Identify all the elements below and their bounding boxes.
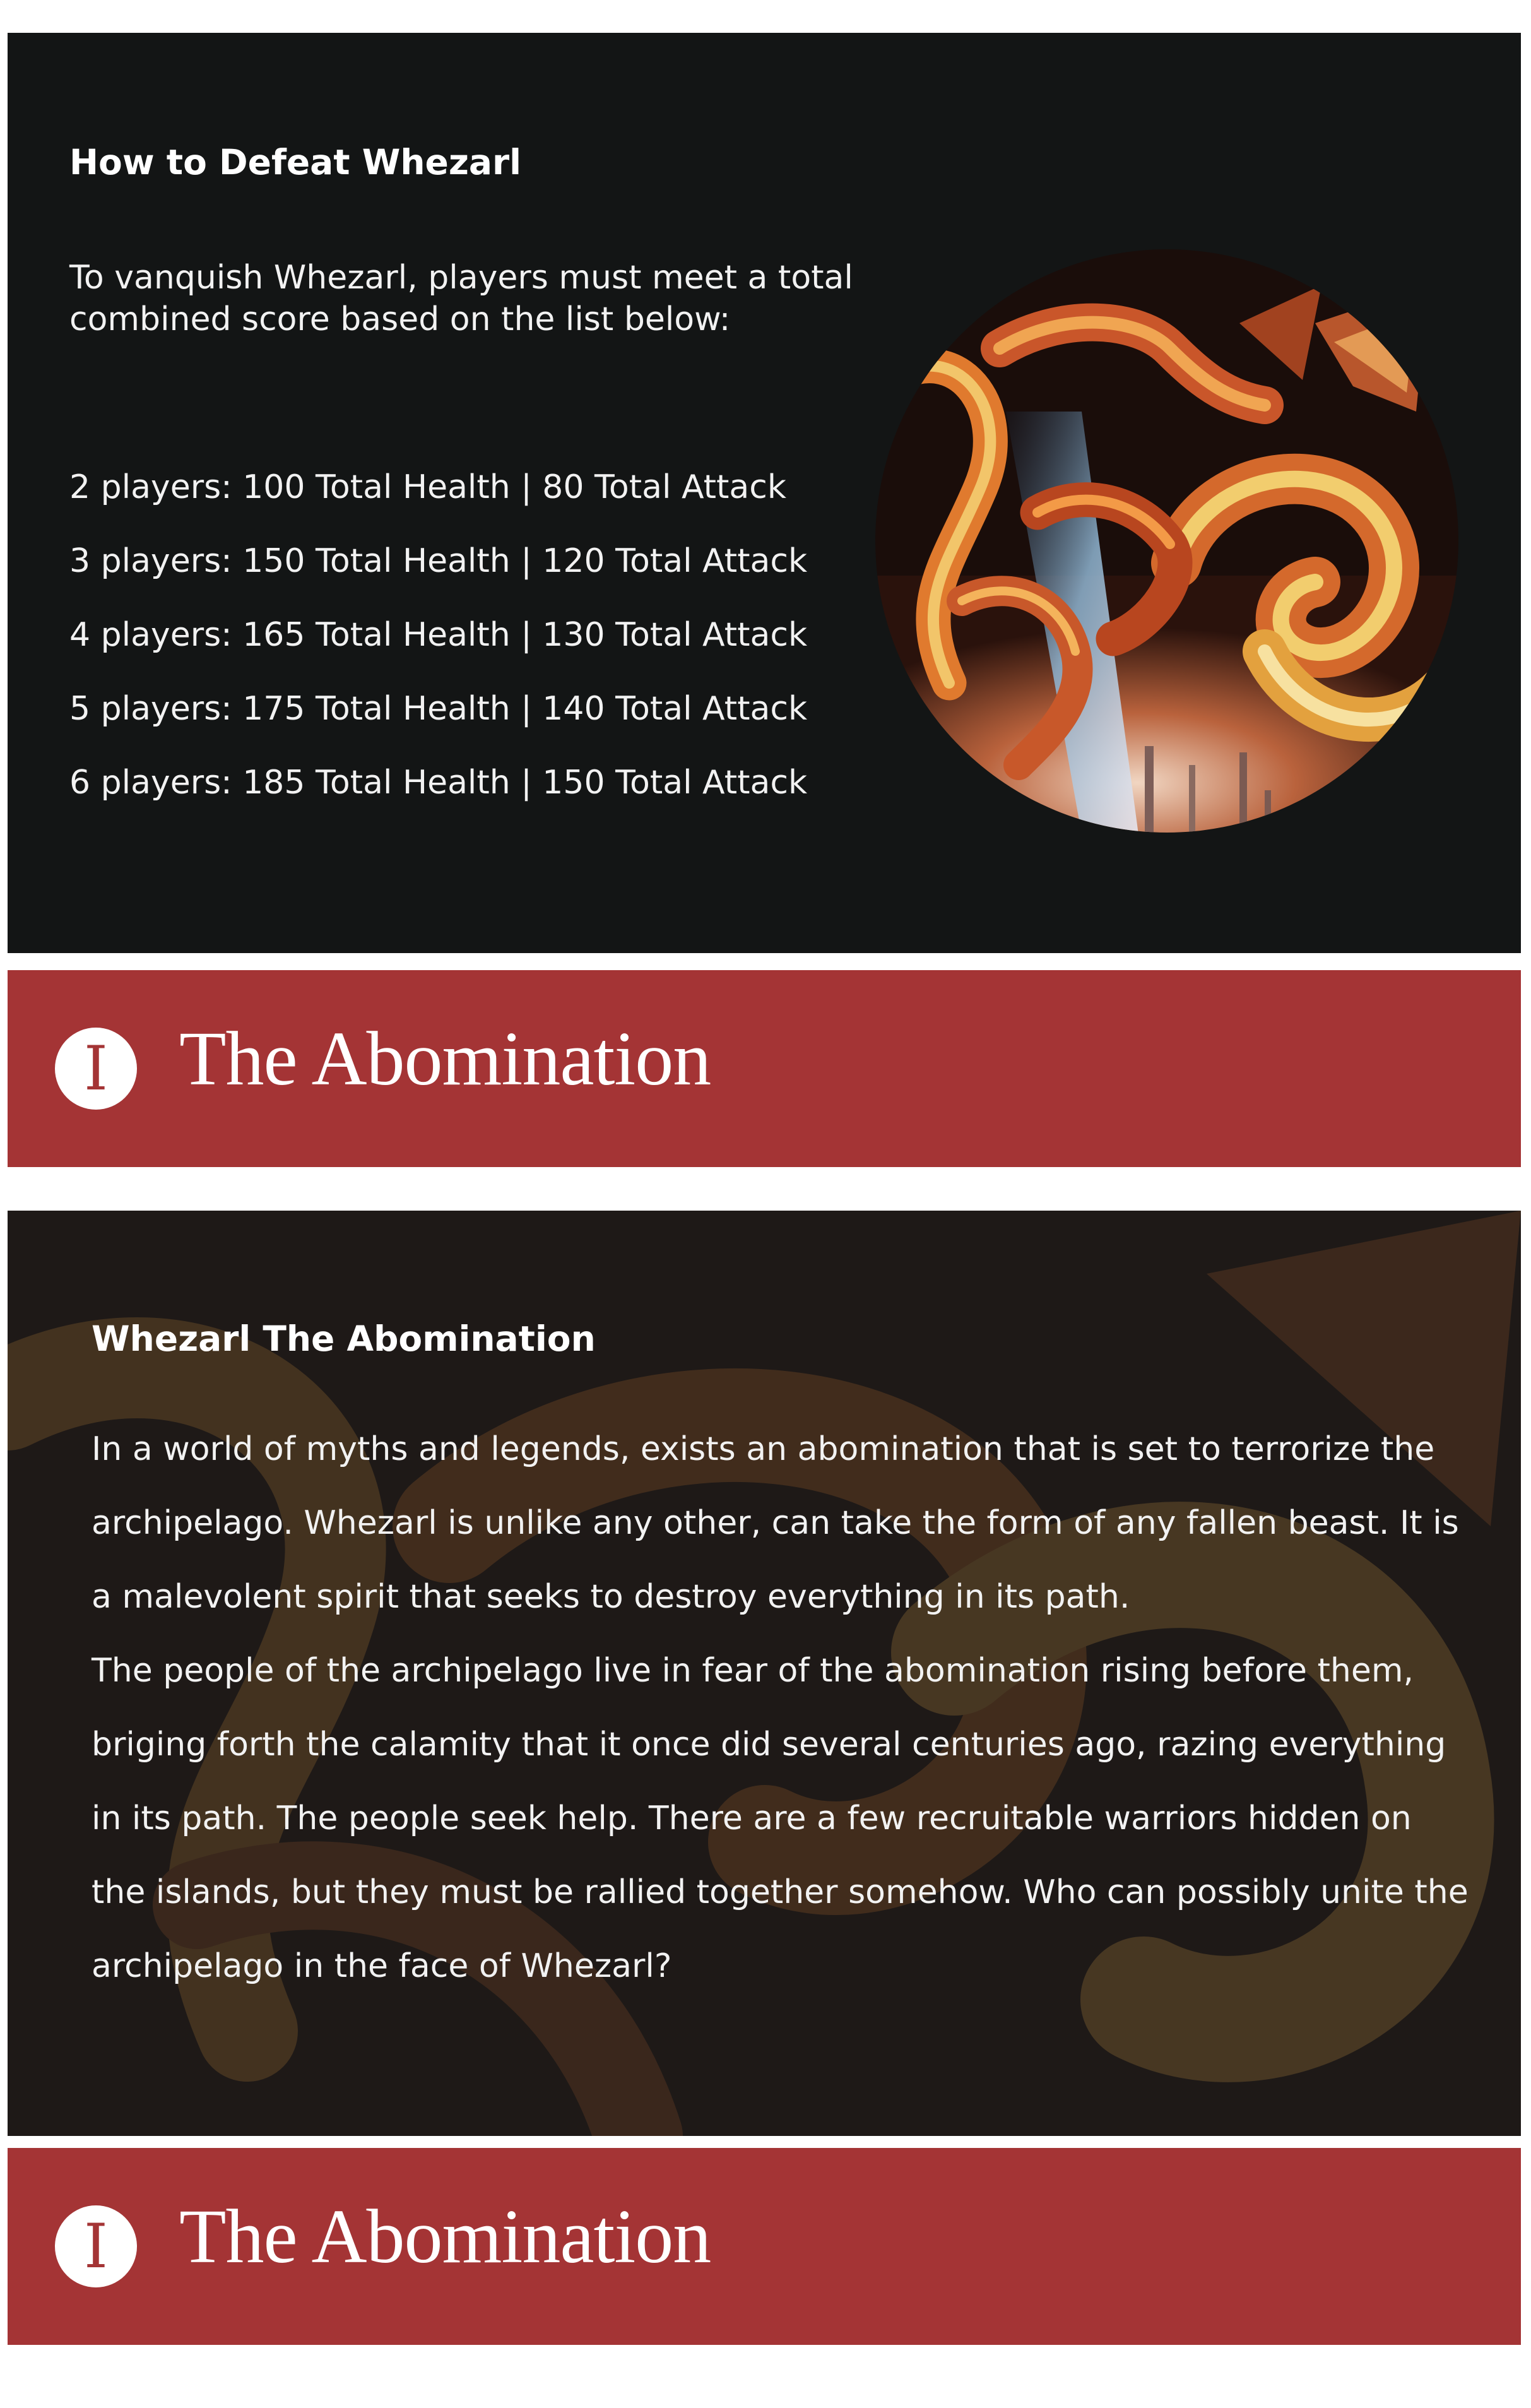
score-requirement-5-players: 5 players: 175 Total Health | 140 Total Attack bbox=[69, 690, 808, 728]
chapter-numeral: I bbox=[84, 2211, 108, 2282]
chapter-banner bbox=[8, 970, 1521, 1167]
lore-card bbox=[8, 1211, 1521, 2136]
defeat-intro: To vanquish Whezarl, players must meet a total combined score based on the list below: bbox=[69, 259, 853, 338]
defeat-rules-card bbox=[8, 33, 1521, 953]
chapter-title: The Abomination bbox=[179, 2194, 711, 2279]
score-requirement-2-players: 2 players: 100 Total Health | 80 Total Attack bbox=[69, 468, 786, 506]
chapter-title: The Abomination bbox=[179, 1016, 711, 1101]
score-requirement-3-players: 3 players: 150 Total Health | 120 Total Attack bbox=[69, 542, 808, 580]
lore-title: Whezarl The Abomination bbox=[92, 1319, 596, 1359]
roman-numeral-badge bbox=[55, 2205, 137, 2287]
dragon-illustration bbox=[873, 247, 1460, 834]
roman-numeral-badge bbox=[55, 1028, 137, 1110]
chapter-banner bbox=[8, 2148, 1521, 2345]
lore-body bbox=[92, 1413, 1474, 2003]
lore-paragraph: In a world of myths and legends, exists an abomination that is set to terrorize the archipelago. Whezarl is unlike any other, can take the form of any fallen beast. It is a malevolent spirit that seeks to destroy everything in its path. bbox=[92, 1430, 1459, 1616]
score-requirement-6-players: 6 players: 185 Total Health | 150 Total Attack bbox=[69, 764, 808, 802]
lore-paragraph: The people of the archipelago live in fear of the abomination rising before them, briging forth the calamity that it once did several centuries ago, razing everything in its path. The people seek help. There are a few recruitable warriors hidden on the islands, but they must be rallied together somehow. Who can possibly unite the archipelago in the face of Whezarl? bbox=[92, 1652, 1469, 1985]
defeat-title: How to Defeat Whezarl bbox=[69, 142, 521, 182]
chapter-numeral: I bbox=[84, 1033, 108, 1104]
score-requirement-4-players: 4 players: 165 Total Health | 130 Total Attack bbox=[69, 616, 808, 654]
